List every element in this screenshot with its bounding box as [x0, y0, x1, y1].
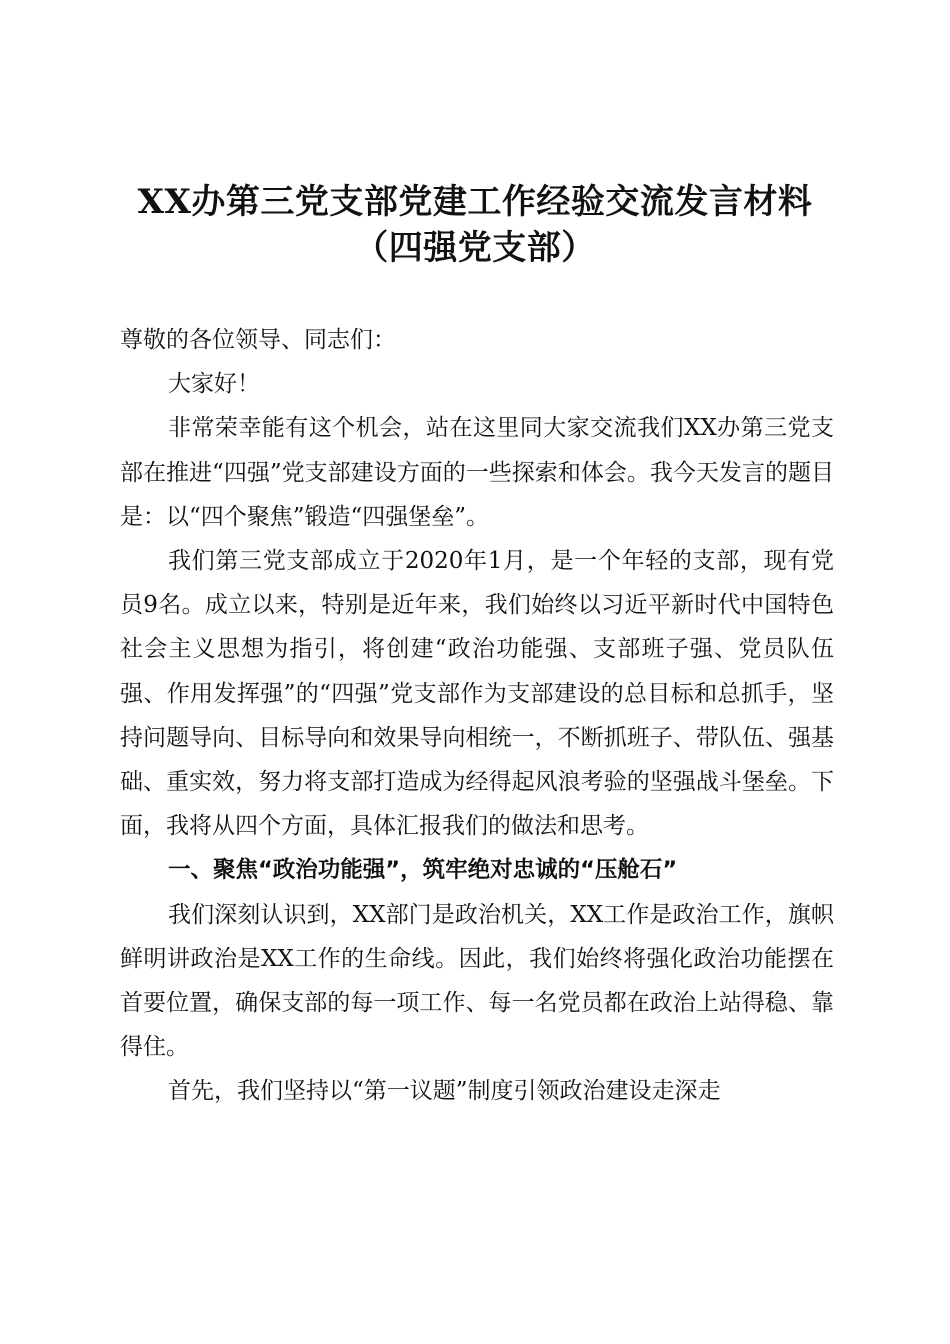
paragraph-political: 我们深刻认识到，XX部门是政治机关，XX工作是政治工作，旗帜鲜明讲政治是XX工作的生命线。因此，我们始终将强化政治功能摆在首要位置，确保支部的每一项工作、每一名党员都在政治上站得稳、靠得住。 [120, 901, 834, 1061]
paragraph-intro: 非常荣幸能有这个机会，站在这里同大家交流我们XX办第三党支部在推进“四强”党支部建设方面的一些探索和体会。我今天发言的题目是：以“四个聚焦”锻造“四强堡垒”。 [120, 415, 834, 530]
section-heading-1: 一、聚焦“政治功能强”，筑牢绝对忠诚的“压舱石” [168, 857, 678, 884]
salutation: 尊敬的各位领导、同志们： [120, 327, 396, 353]
document-title-line-2: （四强党支部） [354, 228, 596, 268]
paragraph-first-agenda: 首先，我们坚持以“第一议题”制度引领政治建设走深走 [168, 1078, 721, 1105]
document-title-line-1: XX办第三党支部党建工作经验交流发言材料 [137, 182, 813, 222]
document-body [120, 318, 834, 1114]
paragraph-background: 我们第三党支部成立于2020年1月，是一个年轻的支部，现有党员9名。成立以来，特别是近年来，我们始终以习近平新时代中国特色社会主义思想为指引，将创建“政治功能强、支部班子强、党员队伍强、作用发挥强”的“四强”党支部作为支部建设的总目标和总抓手，坚持问题导向、目标导向和效果导向相统一，不断抓班子、带队伍、强基础、重实效，努力将支部打造成为经得起风浪考验的坚强战斗堡垒。下面，我将从四个方面，具体汇报我们的做法和思考。 [120, 548, 834, 840]
greeting: 大家好！ [168, 371, 260, 398]
